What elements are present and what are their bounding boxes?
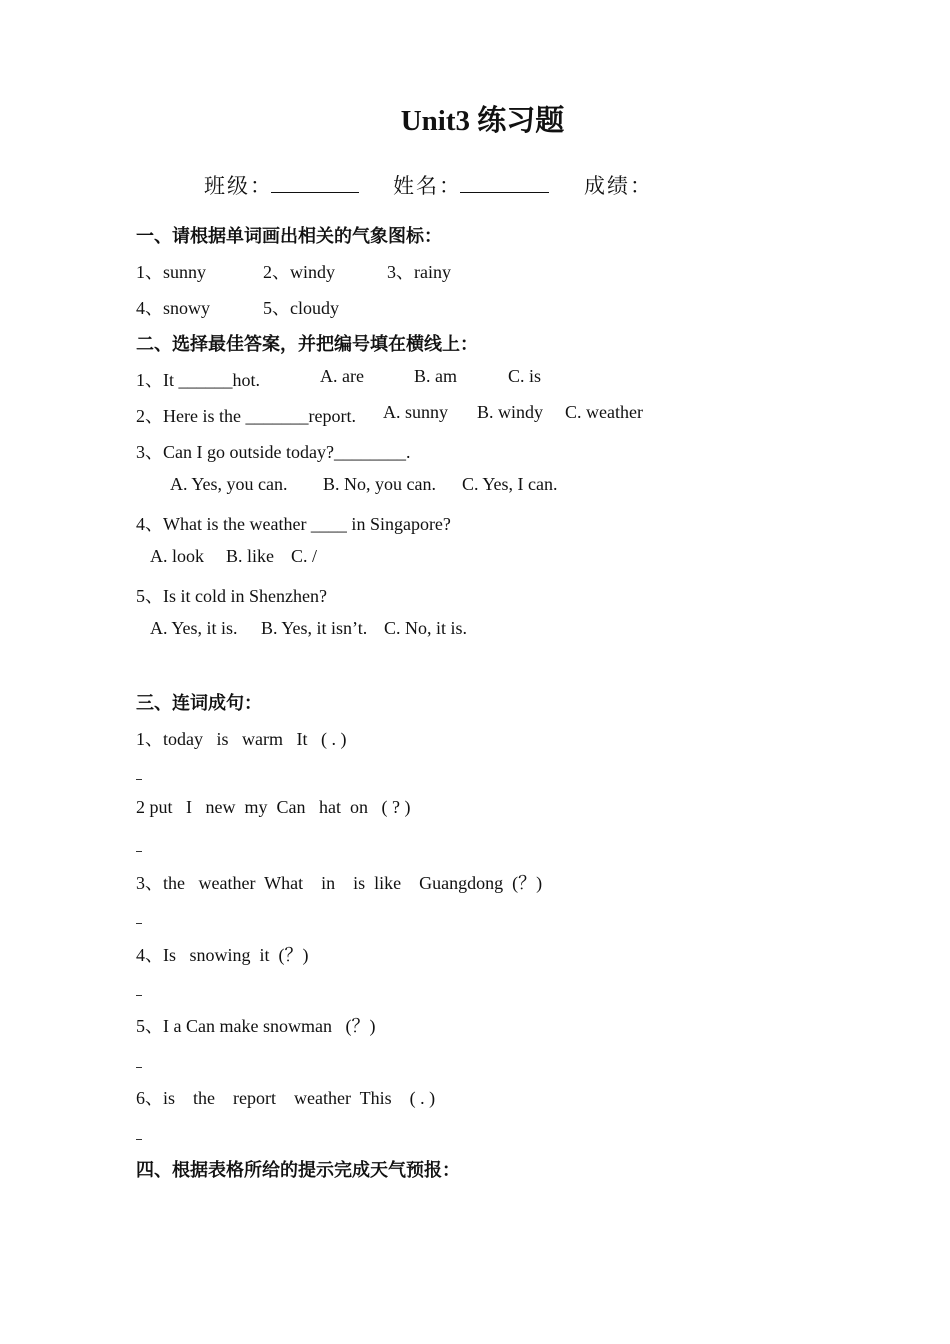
option-a: A. look <box>150 546 204 566</box>
page-title: Unit3 练习题 <box>400 105 565 137</box>
option-b: B. No, you can. <box>323 474 436 494</box>
section-3-heading: 三、连词成句： <box>136 693 262 714</box>
question-2-stem: 2、Here is the _______report. <box>136 406 356 426</box>
option-b: B. am <box>414 366 457 386</box>
weather-word: 4、snowy <box>136 298 211 318</box>
option-c: C. is <box>508 366 542 386</box>
option-a: A. Yes, it is. <box>150 618 238 638</box>
sentence-item: 1、today is warm It ( . ) <box>136 729 347 749</box>
option-c: C. Yes, I can. <box>462 474 558 494</box>
weather-word: 5、cloudy <box>263 298 339 318</box>
option-b: B. Yes, it isn’t. <box>261 618 368 638</box>
option-c: C. weather <box>565 402 643 422</box>
answer-line[interactable] <box>136 923 142 924</box>
name-blank[interactable] <box>460 192 549 193</box>
option-c: C. / <box>291 546 318 566</box>
sentence-item: 3、the weather What in is like Guangdong (？) <box>136 873 543 893</box>
option-a: A. are <box>320 366 364 386</box>
answer-line[interactable] <box>136 995 142 996</box>
question-3-stem: 3、Can I go outside today?________. <box>136 442 411 462</box>
option-a: A. sunny <box>383 402 449 422</box>
answer-line[interactable] <box>136 1067 142 1068</box>
option-b: B. like <box>226 546 274 566</box>
sentence-item: 4、Is snowing it (？) <box>136 945 309 965</box>
option-b: B. windy <box>477 402 544 422</box>
answer-line[interactable] <box>136 779 142 780</box>
weather-word: 1、sunny <box>136 262 207 282</box>
question-1-stem: 1、It ______hot. <box>136 370 260 390</box>
option-c: C. No, it is. <box>384 618 468 638</box>
answer-line[interactable] <box>136 851 142 852</box>
question-5-stem: 5、Is it cold in Shenzhen? <box>136 586 327 606</box>
sentence-item: 6、is the report weather This ( . ) <box>136 1088 436 1108</box>
class-blank[interactable] <box>271 192 359 193</box>
weather-word: 3、rainy <box>387 262 451 282</box>
name-label: 姓名： <box>393 174 462 198</box>
section-2-heading: 二、选择最佳答案，并把编号填在横线上： <box>136 334 478 355</box>
class-label: 班级： <box>204 174 273 198</box>
section-4-heading: 四、根据表格所给的提示完成天气预报： <box>136 1160 460 1181</box>
sentence-item: 5、I a Can make snowman (？) <box>136 1016 376 1036</box>
answer-line[interactable] <box>136 1139 142 1140</box>
question-4-stem: 4、What is the weather ____ in Singapore? <box>136 514 451 534</box>
weather-word: 2、windy <box>263 262 335 282</box>
score-label: 成绩： <box>584 174 653 198</box>
sentence-item: 2 put I new my Can hat on ( ? ) <box>136 797 411 817</box>
option-a: A. Yes, you can. <box>170 474 288 494</box>
section-1-heading: 一、请根据单词画出相关的气象图标： <box>136 226 442 247</box>
